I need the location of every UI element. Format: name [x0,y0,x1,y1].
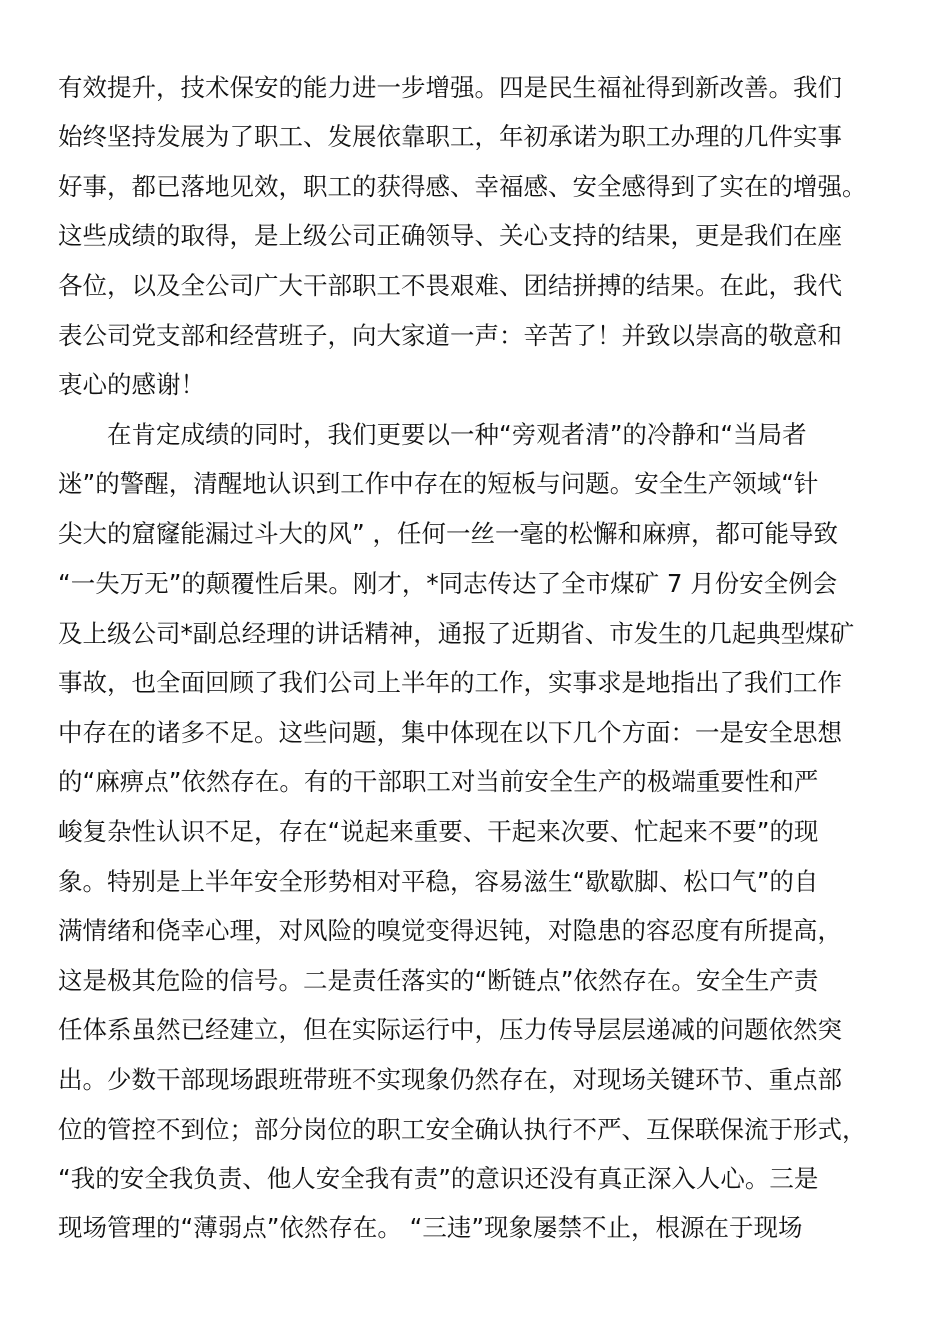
text-line: “一失万无”的颠覆性后果。刚才，*同志传达了全市煤矿 7 月份安全例会 [58,569,838,598]
text-line: 位的管控不到位；部分岗位的职工安全确认执行不严、互保联保流于形式， [58,1115,867,1144]
text-line: 的“麻痹点”依然存在。有的干部职工对当前安全生产的极端重要性和严 [58,767,819,796]
text-line: “我的安全我负责、他人安全我有责”的意识还没有真正深入人心。三是 [58,1164,819,1193]
text-line: 好事，都已落地见效，职工的获得感、幸福感、安全感得到了实在的增强。 [58,172,867,201]
text-line: 出。少数干部现场跟班带班不实现象仍然存在，对现场关键环节、重点部 [58,1065,842,1094]
text-line: 峻复杂性认识不足，存在“说起来重要、干起来次要、忙起来不要”的现 [58,817,819,846]
text-line: 这是极其危险的信号。二是责任落实的“断链点”依然存在。安全生产责 [58,966,819,995]
text-line: 有效提升，技术保安的能力进一步增强。四是民生福祉得到新改善。我们 [58,73,842,102]
text-line: 现场管理的“薄弱点”依然存在。 “三违”现象屡禁不止，根源在于现场 [58,1213,803,1242]
text-line: 任体系虽然已经建立，但在实际运行中，压力传导层层递减的问题依然突 [58,1015,842,1044]
text-line: 尖大的窟窿能漏过斗大的风” ，任何一丝一毫的松懈和麻痹，都可能导致 [58,519,838,548]
text-line: 迷”的警醒，清醒地认识到工作中存在的短板与问题。安全生产领域“针 [58,469,819,498]
text-line: 象。特别是上半年安全形势相对平稳，容易滋生“歇歇脚、松口气”的自 [58,867,819,896]
text-line: 表公司党支部和经营班子，向大家道一声：辛苦了！并致以崇高的敬意和 [58,321,842,350]
text-line: 及上级公司*副总经理的讲话精神，通报了近期省、市发生的几起典型煤矿 [58,619,855,648]
paragraph-first-line: 在肯定成绩的同时，我们更要以一种“旁观者清”的冷静和“当局者 [107,420,807,449]
text-line: 事故，也全面回顾了我们公司上半年的工作，实事求是地指出了我们工作 [58,668,842,697]
text-line: 始终坚持发展为了职工、发展依靠职工，年初承诺为职工办理的几件实事 [58,122,842,151]
text-line: 各位，以及全公司广大干部职工不畏艰难、团结拼搏的结果。在此，我代 [58,271,842,300]
text-line: 衷心的感谢！ [58,370,205,399]
text-line: 满情绪和侥幸心理，对风险的嗅觉变得迟钝，对隐患的容忍度有所提高， [58,916,842,945]
text-line: 中存在的诸多不足。这些问题，集中体现在以下几个方面：一是安全思想 [58,718,842,747]
text-line: 这些成绩的取得，是上级公司正确领导、关心支持的结果，更是我们在座 [58,221,842,250]
